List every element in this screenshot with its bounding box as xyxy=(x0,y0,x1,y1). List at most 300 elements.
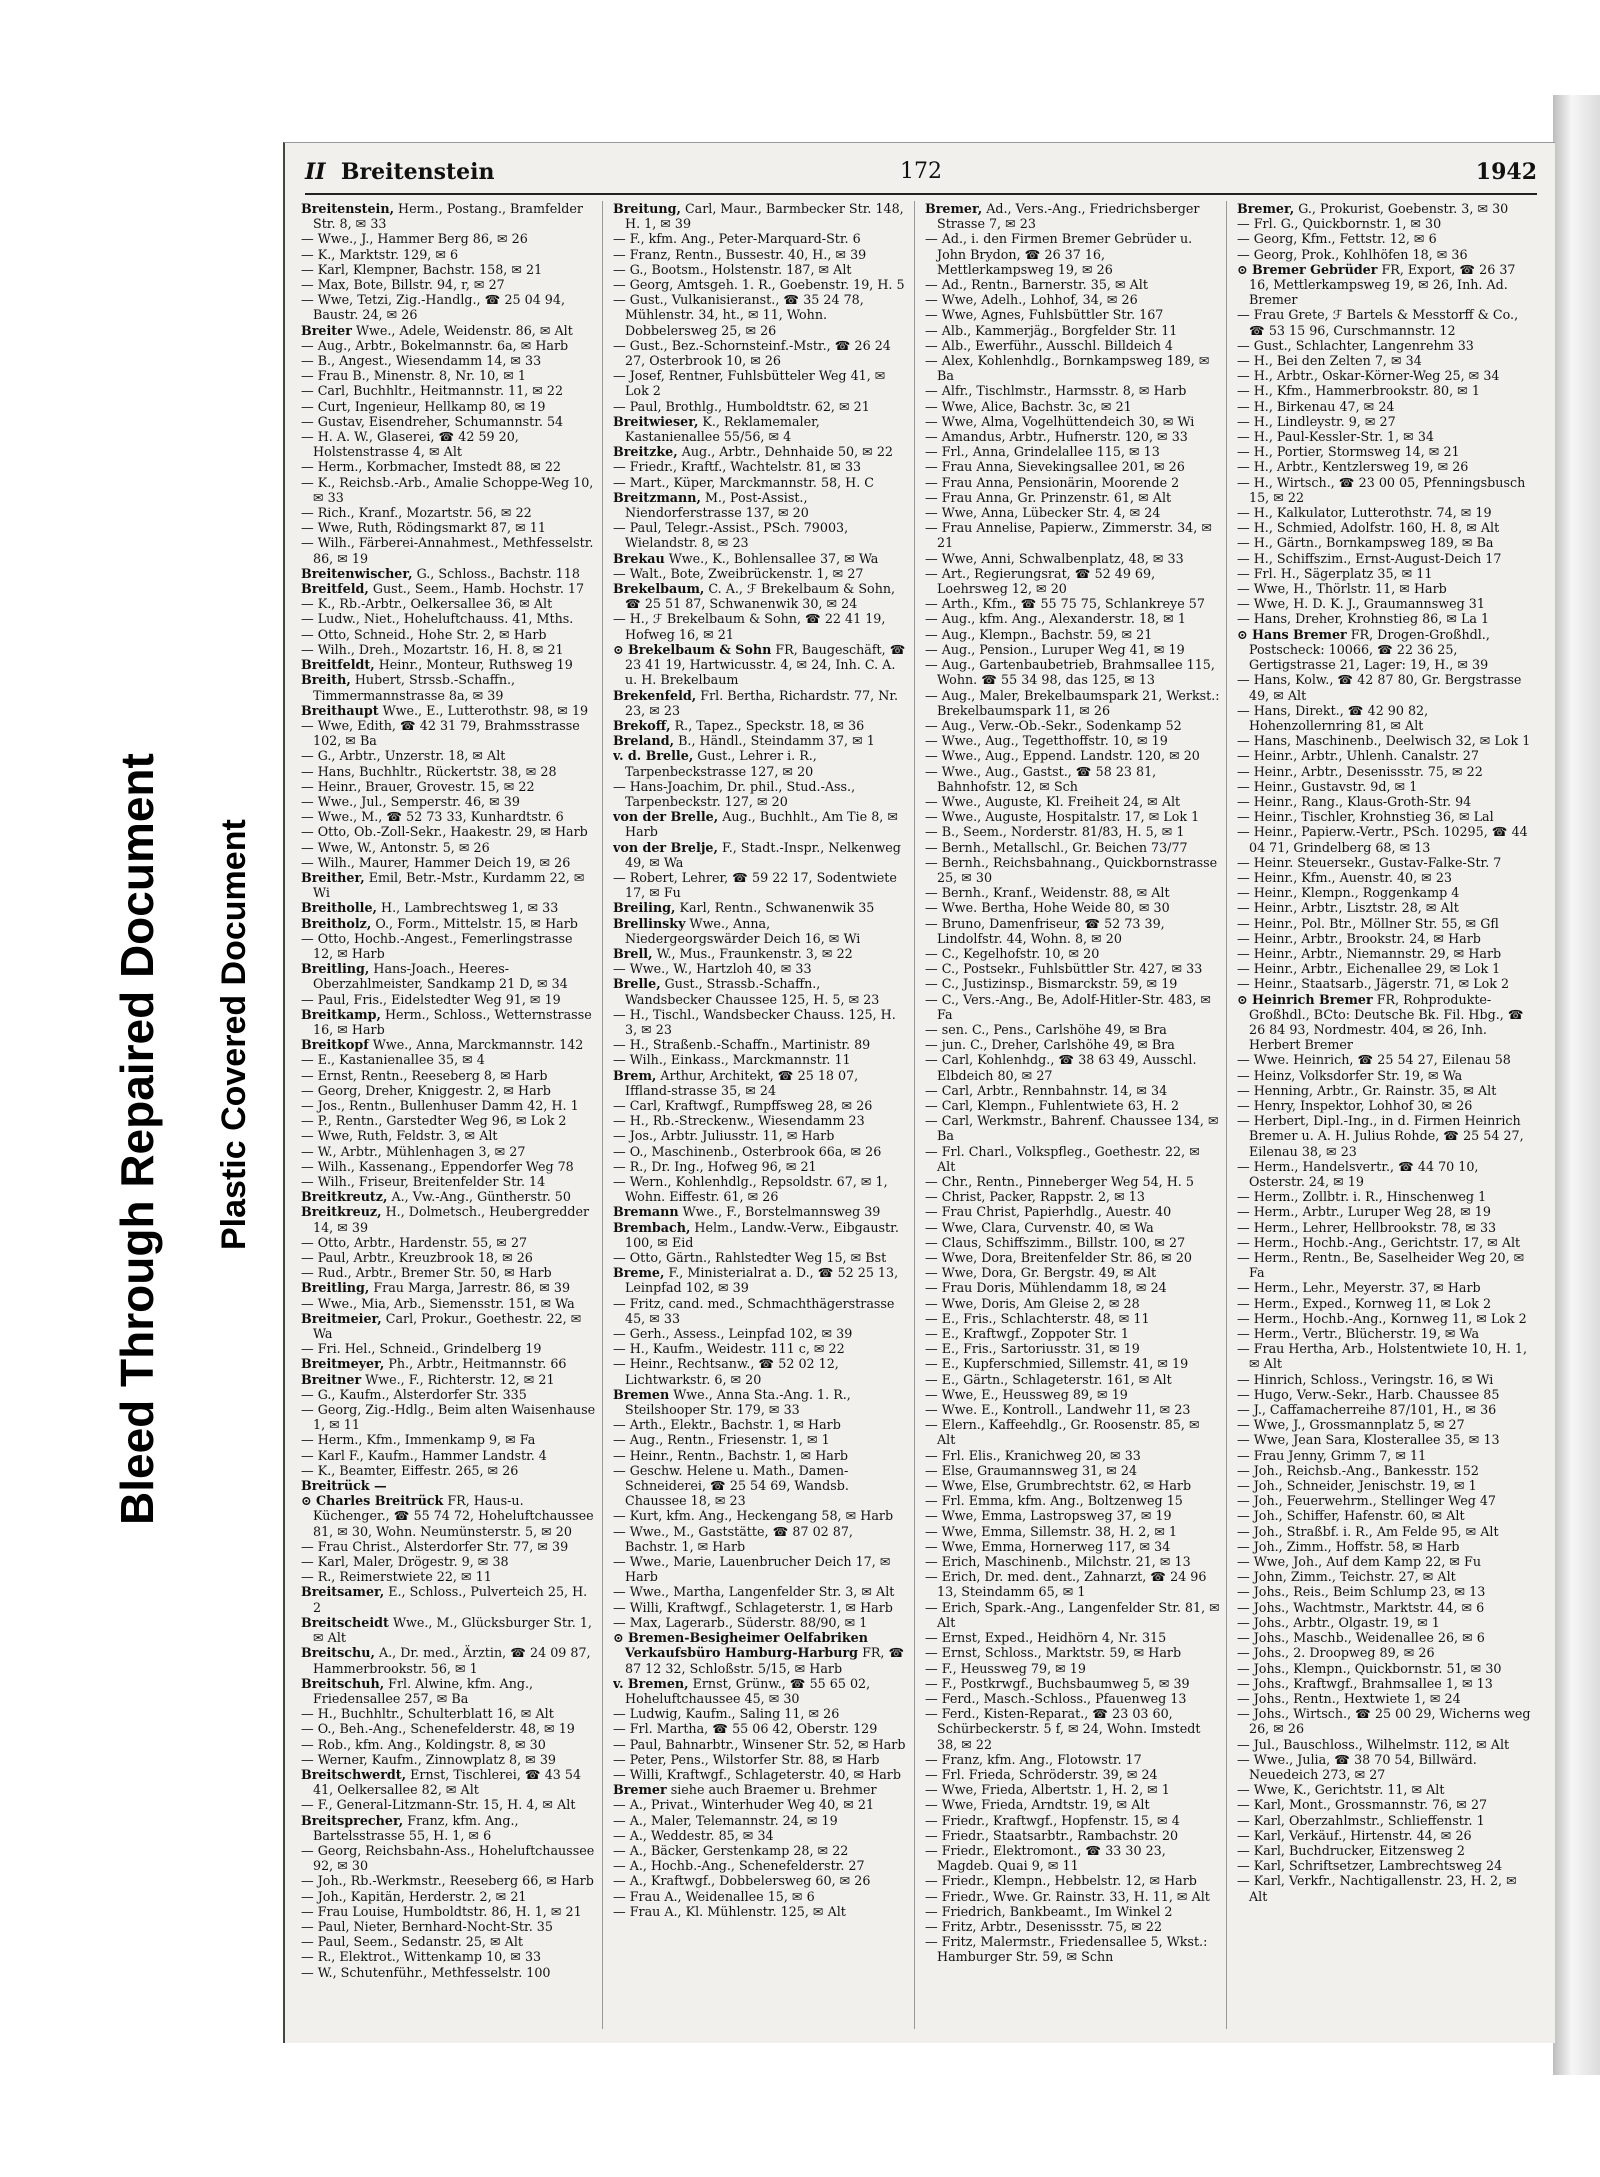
directory-entry xyxy=(613,292,908,338)
directory-entry xyxy=(613,641,908,688)
directory-entry xyxy=(925,1842,1220,1874)
entry-details: — Carl, Klempn., Fuhlentwiete 63, H. 2 xyxy=(925,1097,1180,1113)
entry-details: — Friedr., Wwe. Gr. Rainstr. 33, H. 11, ✉ Alt xyxy=(925,1888,1210,1904)
directory-entry xyxy=(301,1310,596,1342)
entry-details: — A., Hochb.-Ang., Schenefelderstr. 27 xyxy=(613,1858,865,1874)
entry-details: — Gust., Bez.-Schornsteinf.-Mstr., ☎ 26 24 27, Osterbrook 10, ✉ 26 xyxy=(613,337,891,369)
entry-details: — R., Dr. Ing., Hofweg 96, ✉ 21 xyxy=(613,1158,817,1174)
directory-entry xyxy=(613,1067,908,1098)
directory-entry xyxy=(925,885,1220,901)
directory-entry xyxy=(925,596,1220,612)
entry-details: Aug., Arbtr., Dehnhaide 50, ✉ 22 xyxy=(681,444,893,460)
directory-entry xyxy=(925,565,1220,597)
directory-entry xyxy=(925,1675,1220,1691)
entry-details: K., Reklamemaler, Kastanienallee 55/56, ✉ 4 xyxy=(625,413,820,445)
entry-details: — Wwe, Ruth, Rödingsmarkt 87, ✉ 11 xyxy=(301,520,546,536)
entry-details: — K., Marktstr. 129, ✉ 6 xyxy=(301,246,459,262)
entry-details: — Wwe, Anni, Schwalbenplatz, 48, ✉ 33 xyxy=(925,550,1184,566)
directory-entry xyxy=(1237,854,1533,870)
entry-details: — Wwe, Alice, Bachstr. 3c, ✉ 21 xyxy=(925,398,1132,414)
entry-surname: Breitling, xyxy=(301,1280,370,1296)
directory-entry xyxy=(1237,885,1533,901)
entry-details: — Wwe., M., Gaststätte, ☎ 87 02 87, Bachstr. 1, ✉ Harb xyxy=(613,1523,853,1554)
entry-details: — C., Justizinsp., Bismarckstr. 59, ✉ 19 xyxy=(925,976,1178,992)
entry-details: — Wilh., Dreh., Mozartstr. 16, H. 8, ✉ 21 xyxy=(301,641,564,657)
directory-entry xyxy=(925,1873,1220,1889)
entry-surname: Brembach, xyxy=(613,1219,691,1235)
directory-entry xyxy=(925,383,1220,399)
entry-details: — Peter, Pens., Wilstorfer Str. 88, ✉ Harb xyxy=(613,1751,880,1767)
entry-details: — Jos., Arbtr. Juliusstr. 11, ✉ Harb xyxy=(613,1128,835,1144)
entry-details: — Georg, Prok., Kohlhöfen 18, ✉ 36 xyxy=(1237,246,1468,262)
directory-entry xyxy=(301,1052,596,1068)
entry-details: G., Prokurist, Goebenstr. 3, ✉ 30 xyxy=(1298,201,1509,216)
directory-entry xyxy=(613,246,908,262)
entry-details: — Mart., Küper, Marckmannstr. 58, H. C xyxy=(613,474,875,490)
directory-entry xyxy=(1237,915,1533,931)
directory-entry xyxy=(925,717,1220,733)
directory-entry xyxy=(1237,1371,1533,1387)
entry-details: — Wwe., Aug., Gastst., ☎ 58 23 81, Bahnhofstr. 12, ✉ Sch xyxy=(925,763,1157,794)
directory-entry xyxy=(613,1037,908,1053)
directory-entry xyxy=(925,1630,1220,1646)
directory-columns xyxy=(301,201,1539,2029)
entry-details: — Geschw. Helene u. Math., Damen-Schneiderei, ☎ 25 54 69, Wandsb. Chaussee 18, ✉ 23 xyxy=(613,1462,849,1509)
entry-details: — Georg, Reichsbahn-Ass., Hoheluftchaussee 92, ✉ 30 xyxy=(301,1842,595,1874)
directory-entry xyxy=(925,1523,1220,1539)
page-header xyxy=(305,157,1537,195)
directory-entry xyxy=(1237,1523,1533,1539)
directory-entry xyxy=(301,657,596,673)
entry-details: Ad., Vers.-Ang., Friedrichsberger Strasse 7, ✉ 23 xyxy=(937,201,1200,232)
directory-entry xyxy=(1237,1630,1533,1646)
entry-details: — Paul, Brothlg., Humboldtstr. 62, ✉ 21 xyxy=(613,398,870,414)
directory-entry xyxy=(613,337,908,369)
directory-entry xyxy=(301,854,596,870)
volume-number: II xyxy=(305,159,326,185)
stamp-bleed-through-repaired: Bleed Through Repaired Document xyxy=(111,753,163,1525)
directory-entry xyxy=(301,520,596,536)
entry-details: — Wilh., Kassenang., Eppendorfer Weg 78 xyxy=(301,1158,574,1174)
directory-entry xyxy=(925,1599,1220,1630)
directory-entry xyxy=(301,1371,596,1387)
entry-details: — Georg, Dreher, Kniggestr. 2, ✉ Harb xyxy=(301,1082,551,1098)
entry-details: Ernst, Tischlerei, ☎ 43 54 41, Oelkersallee 82, ✉ Alt xyxy=(313,1766,582,1798)
entry-details: — B., Seem., Norderstr. 81/83, H. 5, ✉ 1 xyxy=(925,824,1185,840)
entry-details: — Wwe, Dora, Breitenfelder Str. 86, ✉ 20 xyxy=(925,1250,1192,1266)
directory-entry xyxy=(301,702,596,718)
entry-details: — Frau Anna, Pensionärin, Moorende 2 xyxy=(925,474,1180,490)
directory-entry xyxy=(613,1706,908,1722)
directory-entry xyxy=(1237,368,1533,384)
entry-details: — A., Privat., Winterhuder Weg 40, ✉ 21 xyxy=(613,1797,875,1813)
entry-surname: Bremann xyxy=(613,1204,679,1220)
directory-entry xyxy=(613,1204,908,1220)
directory-entry xyxy=(301,626,596,642)
directory-entry xyxy=(1237,307,1533,338)
entry-details: FR, ☎ 87 12 32, Schloßstr. 5/15, ✉ Harb xyxy=(625,1645,905,1676)
directory-entry xyxy=(925,1827,1220,1843)
directory-entry xyxy=(925,353,1220,384)
directory-entry xyxy=(925,748,1220,764)
entry-details: — Frl. H., Sägerplatz 35, ✉ 11 xyxy=(1237,565,1433,581)
entry-surname: Bremen xyxy=(613,1386,670,1402)
entry-details: — Gust., Schlachter, Langenrehm 33 xyxy=(1237,337,1474,353)
entry-surname: Brekenfeld, xyxy=(613,687,697,703)
directory-entry xyxy=(925,626,1220,642)
entry-details: Arthur, Architekt, ☎ 25 18 07, Iffland-strasse 35, ✉ 24 xyxy=(625,1067,859,1098)
directory-entry xyxy=(1237,824,1533,855)
directory-entry xyxy=(301,368,596,384)
directory-entry xyxy=(301,1295,596,1311)
directory-entry xyxy=(1237,702,1533,733)
directory-entry xyxy=(925,1888,1220,1904)
entry-details: — Rud., Arbtr., Bremer Str. 50, ✉ Harb xyxy=(301,1265,552,1281)
entry-details: — C., Kegelhofstr. 10, ✉ 20 xyxy=(925,945,1100,961)
entry-details: — Carl, Buchhltr., Heitmannstr. 11, ✉ 22 xyxy=(301,383,564,399)
entry-details: — Ludw., Niet., Hoheluftchauss. 41, Mths. xyxy=(301,611,574,627)
entry-details: — Friedr., Klempn., Hebbelstr. 12, ✉ Harb xyxy=(925,1873,1197,1889)
entry-details: — H., Arbtr., Oskar-Körner-Weg 25, ✉ 34 xyxy=(1237,368,1500,384)
entry-details: — Arth., Kfm., ☎ 55 75 75, Schlankreye 57 xyxy=(925,596,1205,612)
directory-entry xyxy=(1237,1234,1533,1250)
directory-entry xyxy=(613,489,908,521)
directory-entry xyxy=(925,1493,1220,1509)
entry-surname: v. Bremen, xyxy=(613,1675,689,1691)
entry-details: — Josef, Rentner, Fuhlsbütteler Weg 41, ✉ Lok 2 xyxy=(613,368,886,399)
entry-details: — Heinr., Staatsarb., Jägerstr. 71, ✉ Lok 2 xyxy=(1237,976,1510,992)
directory-entry xyxy=(925,1174,1220,1189)
entry-surname: Brelle, xyxy=(613,976,661,992)
directory-entry xyxy=(1237,474,1533,505)
directory-entry xyxy=(925,1538,1220,1554)
entry-details: — A., Maler, Telemannstr. 24, ✉ 19 xyxy=(613,1812,838,1828)
directory-entry xyxy=(925,991,1220,1022)
entry-details: — A., Weddestr. 85, ✉ 34 xyxy=(613,1827,774,1843)
directory-entry xyxy=(925,1326,1220,1342)
directory-entry xyxy=(301,824,596,840)
entry-details: — Wwe, Tetzi, Zig.-Handlg., ☎ 25 04 94, Baustr. 24, ✉ 26 xyxy=(301,292,565,323)
entry-details: — Wwe., Jul., Semperstr. 46, ✉ 39 xyxy=(301,793,520,809)
entry-details: — Heinr., Arbtr., Lisztstr. 28, ✉ Alt xyxy=(1237,900,1459,916)
directory-entry xyxy=(301,763,596,779)
entry-details: — Wwe. Heinrich, ☎ 25 54 27, Eilenau 58 xyxy=(1237,1052,1511,1068)
entry-details: — Henry, Inspektor, Lohhof 30, ✉ 26 xyxy=(1237,1097,1473,1113)
directory-entry xyxy=(301,1721,596,1737)
entry-details: — Hans, Maschinenb., Deelwisch 32, ✉ Lok 1 xyxy=(1237,733,1531,749)
directory-entry xyxy=(301,1478,596,1494)
entry-surname: Breitenstein, xyxy=(301,201,394,216)
entry-details: — Otto, Ob.-Zoll-Sekr., Haakestr. 29, ✉ Harb xyxy=(301,824,588,840)
entry-surname: von der Brelje, xyxy=(613,839,718,855)
entry-details: FR, Haus-u. Küchenger., ☎ 55 74 72, Hoheluftchaussee 81, ✉ 30, Wohn. Neumünsterstr. 5, ✉ 20 xyxy=(313,1493,594,1539)
directory-entry xyxy=(1237,444,1533,460)
page-year: 1942 xyxy=(1475,159,1537,185)
directory-entry xyxy=(613,869,908,901)
directory-entry xyxy=(1237,1827,1533,1843)
entry-details: — Aug., Maler, Brekelbaumspark 21, Werkst.: Brekelbaumspark 11, ✉ 26 xyxy=(925,687,1220,718)
directory-entry xyxy=(301,322,596,338)
entry-details: — Karl, Schriftsetzer, Lambrechtsweg 24 xyxy=(1237,1858,1503,1874)
directory-entry xyxy=(301,748,596,764)
entry-details: — Frau A., Weidenallee 15, ✉ 6 xyxy=(613,1888,815,1904)
directory-entry xyxy=(1237,231,1533,247)
entry-details: — W., Schutenführ., Methfesselstr. 100 xyxy=(301,1964,551,1980)
entry-details: Helm., Landw.-Verw., Eibgaustr. 100, ✉ Eid xyxy=(625,1219,899,1250)
entry-details: siehe auch Braemer u. Brehmer xyxy=(670,1782,877,1798)
directory-entry xyxy=(925,1052,1220,1083)
directory-entry xyxy=(925,307,1220,323)
entry-details: — Ernst, Schloss., Marktstr. 59, ✉ Harb xyxy=(925,1645,1182,1661)
directory-entry xyxy=(613,1128,908,1144)
entry-details: — G., Kaufm., Alsterdorfer Str. 335 xyxy=(301,1386,527,1402)
directory-entry xyxy=(613,717,908,733)
entry-surname: Breitfeld, xyxy=(301,581,369,597)
entry-details: — Paul, Fris., Eidelstedter Weg 91, ✉ 19 xyxy=(301,991,561,1007)
entry-details: Wwe., Anna, Niedergeorgswärder Deich 16, ✉ Wi xyxy=(625,915,861,946)
directory-entry xyxy=(613,277,908,293)
entry-details: — jun. C., Dreher, Carlshöhe 49, ✉ Bra xyxy=(925,1037,1175,1053)
directory-entry xyxy=(925,915,1220,946)
entry-details: — Heinr., Tischler, Krohnstieg 36, ✉ Lal xyxy=(1237,809,1494,825)
entry-details: — H., Straßenb.-Schaffn., Martinistr. 89 xyxy=(613,1037,871,1053)
directory-entry xyxy=(925,1706,1220,1752)
directory-entry xyxy=(1237,1326,1533,1342)
entry-details: Heinr., Monteur, Ruthsweg 19 xyxy=(378,657,573,673)
entry-details: — Frau Grete, ℱ Bartels & Messtorff & Co., ☎ 53 15 96, Curschmannstr. 12 xyxy=(1237,307,1519,338)
entry-details: — Frl. Martha, ☎ 55 06 42, Oberstr. 129 xyxy=(613,1721,878,1737)
directory-entry xyxy=(925,945,1220,961)
directory-entry xyxy=(925,1204,1220,1220)
entry-details: Wwe., Adele, Weidenstr. 86, ✉ Alt xyxy=(355,322,573,338)
directory-entry xyxy=(1237,353,1533,369)
entry-details: — Rich., Kranf., Mozartstr. 56, ✉ 22 xyxy=(301,505,532,521)
entry-details: — O., Beh.-Ang., Schenefelderstr. 48, ✉ 19 xyxy=(301,1721,575,1737)
entry-details: — Herm., Rentn., Be, Saselheider Weg 20, ✉ Fa xyxy=(1237,1250,1525,1281)
directory-entry xyxy=(925,611,1220,627)
directory-entry xyxy=(1237,1402,1533,1418)
entry-surname: ⊙ Bremer Gebrüder xyxy=(1237,261,1378,277)
entry-details: — Gust., Vulkanisieranst., ☎ 35 24 78, Mühlenstr. 34, ht., ✉ 11, Wohn. Dobbelersweg 25, ✉ 26 xyxy=(613,292,864,338)
directory-entry xyxy=(1237,1462,1533,1478)
entry-details: — P., Rentn., Garstedter Weg 96, ✉ Lok 2 xyxy=(301,1113,567,1129)
entry-surname: Breitschuh, xyxy=(301,1675,385,1691)
entry-details: Ernst, Grünw., ☎ 55 65 02, Hoheluftchaussee 45, ✉ 30 xyxy=(625,1675,871,1706)
directory-entry xyxy=(1237,1341,1533,1372)
entry-details: — Johs., Arbtr., Olgastr. 19, ✉ 1 xyxy=(1237,1614,1440,1630)
book-spine xyxy=(1553,95,1600,2075)
directory-entry xyxy=(925,1356,1220,1372)
entry-details: — Ferd., Kisten-Reparat., ☎ 23 03 60, Schürbeckerstr. 5 f, ✉ 24, Wohn. Imstedt 38, ✉ 22 xyxy=(925,1706,1201,1752)
directory-entry xyxy=(613,1736,908,1752)
entry-details: Wwe., Anna Sta.-Ang. 1. R., Steilshooper Str. 179, ✉ 33 xyxy=(625,1386,851,1418)
entry-details: — Frau Hertha, Arb., Holstentwiete 10, H. 1, ✉ Alt xyxy=(1237,1341,1528,1372)
column-2 xyxy=(613,201,915,2029)
entry-details: — Wwe, Emma, Sillemstr. 38, H. 2, ✉ 1 xyxy=(925,1523,1178,1539)
directory-entry xyxy=(301,1402,596,1433)
directory-entry xyxy=(301,1158,596,1174)
directory-entry xyxy=(925,1386,1220,1402)
directory-entry xyxy=(301,1812,596,1843)
directory-entry xyxy=(925,1918,1220,1934)
entry-details: Herm., Postang., Bramfelder Str. 8, ✉ 33 xyxy=(313,201,583,232)
directory-entry xyxy=(1237,733,1533,749)
directory-entry xyxy=(613,1584,908,1600)
directory-entry xyxy=(925,1189,1220,1205)
entry-details: — F., Heussweg 79, ✉ 19 xyxy=(925,1660,1086,1676)
entry-details: — Ernst, Exped., Heidhörn 4, Nr. 315 xyxy=(925,1630,1167,1646)
entry-surname: Breitkreuz, xyxy=(301,1204,382,1220)
directory-entry xyxy=(301,1204,596,1235)
entry-details: — Wwe., Martha, Langenfelder Str. 3, ✉ Alt xyxy=(613,1584,895,1600)
entry-details: — Gerh., Assess., Leinpfad 102, ✉ 39 xyxy=(613,1326,853,1342)
entry-details: H., Lambrechtsweg 1, ✉ 33 xyxy=(381,900,559,916)
entry-details: — Paul, Telegr.-Assist., PSch. 79003, Wielandstr. 8, ✉ 23 xyxy=(613,520,849,551)
entry-details: — Henning, Arbtr., Gr. Rainstr. 35, ✉ Alt xyxy=(1237,1082,1497,1098)
entry-details: — Wwe, Ruth, Feldstr. 3, ✉ Alt xyxy=(301,1128,498,1144)
directory-entry xyxy=(1237,1599,1533,1615)
entry-details: — Fritz, Arbtr., Desenissstr. 75, ✉ 22 xyxy=(925,1918,1163,1934)
directory-entry xyxy=(613,900,908,916)
entry-surname: ⊙ Heinrich Bremer xyxy=(1237,991,1373,1007)
directory-entry xyxy=(1237,1538,1533,1554)
directory-entry xyxy=(301,1341,596,1357)
directory-entry xyxy=(1237,1706,1533,1737)
directory-entry xyxy=(1237,1736,1533,1752)
entry-details: — Wwe, Frieda, Albertstr. 1, H. 2, ✉ 1 xyxy=(925,1782,1170,1798)
directory-entry xyxy=(301,1538,596,1554)
entry-details: — Carl, Kohlenhdg., ☎ 38 63 49, Ausschl. Elbdeich 80, ✉ 27 xyxy=(925,1052,1197,1083)
entry-surname: Breitschu, xyxy=(301,1645,375,1661)
entry-surname: Brekoff, xyxy=(613,717,671,733)
directory-entry xyxy=(925,1371,1220,1387)
entry-details: — Jos., Rentn., Bullenhuser Damm 42, H. 1 xyxy=(301,1097,579,1113)
directory-entry xyxy=(925,1782,1220,1798)
entry-details: — C., Postsekr., Fuhlsbüttler Str. 427, ✉ 33 xyxy=(925,961,1203,977)
directory-entry xyxy=(301,809,596,825)
directory-entry xyxy=(925,733,1220,749)
entry-surname: Breitner xyxy=(301,1371,362,1387)
entry-details: — Herm., Hochb.-Ang., Kornweg 11, ✉ Lok 2 xyxy=(1237,1310,1527,1326)
entry-details: — Bernh., Metallschl., Gr. Beichen 73/77 xyxy=(925,839,1188,855)
directory-entry xyxy=(613,1052,908,1068)
directory-entry xyxy=(1237,535,1533,551)
entry-details: — Wwe., Julia, ☎ 38 70 54, Billwärd. Neuedeich 273, ✉ 27 xyxy=(1237,1751,1477,1782)
entry-details: — Wwe, H., Thörlstr. 11, ✉ Harb xyxy=(1237,581,1447,597)
directory-entry xyxy=(301,1189,596,1205)
entry-details: — Frl. Elis., Kranichweg 20, ✉ 33 xyxy=(925,1447,1141,1463)
entry-details: — Joh., Reichsb.-Ang., Bankesstr. 152 xyxy=(1237,1462,1479,1478)
entry-surname: Breitholle, xyxy=(301,900,377,916)
entry-details: — A., Kraftwgf., Dobbelersweg 60, ✉ 26 xyxy=(613,1873,871,1889)
entry-surname: Breiter xyxy=(301,322,352,338)
entry-details: — F., Postkrwgf., Buchsbaumweg 5, ✉ 39 xyxy=(925,1675,1190,1691)
directory-entry xyxy=(301,1143,596,1159)
entry-surname: Breitzmann, xyxy=(613,489,701,505)
entry-surname: Breitkreutz, xyxy=(301,1189,388,1205)
archive-stamp xyxy=(95,300,265,1530)
entry-details: Gust., Strassb.-Schaffn., Wandsbecker Chaussee 125, H. 5, ✉ 23 xyxy=(625,976,880,1007)
entry-details: Wwe., F., Borstelmannsweg 39 xyxy=(682,1204,881,1220)
entry-details: — Joh., Schneider, Jenischstr. 19, ✉ 1 xyxy=(1237,1478,1477,1494)
directory-entry xyxy=(1237,1645,1533,1661)
entry-details: — Heinr., Arbtr., Uhlenh. Canalstr. 27 xyxy=(1237,748,1479,764)
directory-entry xyxy=(301,429,596,460)
entry-details: — Herm., Handelsvertr., ☎ 44 70 10, Osterstr. 24, ✉ 19 xyxy=(1237,1158,1479,1189)
entry-details: R., Tapez., Speckstr. 18, ✉ 36 xyxy=(674,717,865,733)
entry-surname: ⊙ Brekelbaum & Sohn xyxy=(613,641,772,657)
directory-entry xyxy=(925,1554,1220,1570)
entry-details: — Georg, Amtsgeh. 1. R., Goebenstr. 19, H. 5 xyxy=(613,277,905,293)
directory-entry xyxy=(925,1219,1220,1235)
entry-details: — Wwe, Agnes, Fuhlsbüttler Str. 167 xyxy=(925,307,1164,323)
column-4 xyxy=(1237,201,1539,2029)
directory-entry xyxy=(613,1158,908,1174)
entry-surname: Brem, xyxy=(613,1067,657,1083)
directory-entry xyxy=(1237,1569,1533,1585)
directory-entry xyxy=(925,1021,1220,1037)
entry-details: — Aug., Rentn., Friesenstr. 1, ✉ 1 xyxy=(613,1432,830,1448)
entry-details: W., Mus., Fraunkenstr. 3, ✉ 22 xyxy=(656,945,853,961)
directory-entry xyxy=(301,261,596,277)
directory-entry xyxy=(301,1356,596,1372)
directory-entry xyxy=(613,1858,908,1874)
entry-details: — Wwe, W., Antonstr. 5, ✉ 26 xyxy=(301,839,490,855)
directory-entry xyxy=(301,1174,596,1189)
entry-details: — Fritz, cand. med., Schmachthägerstrasse 45, ✉ 33 xyxy=(613,1295,895,1326)
directory-entry xyxy=(301,337,596,353)
directory-entry xyxy=(925,1766,1220,1782)
entry-details: — Wwe. E., Kontroll., Landwehr 11, ✉ 23 xyxy=(925,1402,1191,1418)
entry-details: — Wwe. Bertha, Hohe Weide 80, ✉ 30 xyxy=(925,900,1170,916)
directory-entry xyxy=(301,1949,596,1965)
directory-entry xyxy=(613,1508,908,1524)
entry-details: — Wwe, Anna, Lübecker Str. 4, ✉ 24 xyxy=(925,505,1161,521)
entry-details: — Franz, kfm. Ang., Flotowstr. 17 xyxy=(925,1751,1142,1767)
entry-surname: Breitmeyer, xyxy=(301,1356,385,1372)
directory-entry xyxy=(613,1265,908,1296)
directory-entry xyxy=(1237,763,1533,779)
directory-entry xyxy=(1237,1310,1533,1326)
directory-entry xyxy=(1237,1812,1533,1828)
entry-details: — Aug., kfm. Ang., Alexanderstr. 18, ✉ 1 xyxy=(925,611,1186,627)
entry-details: — Ad., Rentn., Barnerstr. 35, ✉ Alt xyxy=(925,277,1148,293)
entry-details: Emil, Betr.-Mstr., Kurdamm 22, ✉ Wi xyxy=(313,869,585,901)
entry-details: — Claus, Schiffszimm., Billstr. 100, ✉ 27 xyxy=(925,1234,1186,1250)
entry-details: — Johs., Wirtsch., ☎ 25 00 29, Wicherns weg 26, ✉ 26 xyxy=(1237,1706,1531,1737)
entry-details: — W., Arbtr., Mühlenhagen 3, ✉ 27 xyxy=(301,1143,526,1159)
directory-entry xyxy=(613,839,908,870)
entry-details: — Aug., Gartenbaubetrieb, Brahmsallee 115, Wohn. ☎ 55 34 98, das 125, ✉ 13 xyxy=(925,657,1215,688)
entry-details: — Frau Anna, Sievekingsallee 201, ✉ 26 xyxy=(925,459,1185,475)
directory-entry xyxy=(301,1037,596,1053)
directory-entry xyxy=(613,1386,908,1418)
directory-entry xyxy=(301,1903,596,1919)
directory-entry xyxy=(301,246,596,262)
entry-surname: Breitkamp, xyxy=(301,1006,381,1022)
entry-details: — Wwe, K., Gerichtstr. 11, ✉ Alt xyxy=(1237,1782,1445,1798)
directory-entry xyxy=(1237,1447,1533,1463)
entry-details: Herm., Schloss., Wetternstrasse 16, ✉ Harb xyxy=(313,1006,592,1037)
directory-entry xyxy=(925,1462,1220,1478)
entry-details: F., Ministerialrat a. D., ☎ 52 25 13, Leinpfad 102, ✉ 39 xyxy=(625,1265,899,1296)
entry-details: — Karl, Mont., Grossmannstr. 76, ✉ 27 xyxy=(1237,1797,1488,1813)
entry-details: FR, Rohproduktе-Großhdl., BCto: Deutsche Bk. Fil. Hbg., ☎ 26 84 93, Nordmestr. 404, ✉ 26, Inh. Herbert Bremer xyxy=(1249,991,1524,1053)
directory-entry xyxy=(613,1250,908,1266)
directory-entry xyxy=(925,459,1220,475)
entry-details: — Frau Doris, Mühlendamm 18, ✉ 24 xyxy=(925,1280,1167,1296)
directory-entry xyxy=(613,565,908,581)
